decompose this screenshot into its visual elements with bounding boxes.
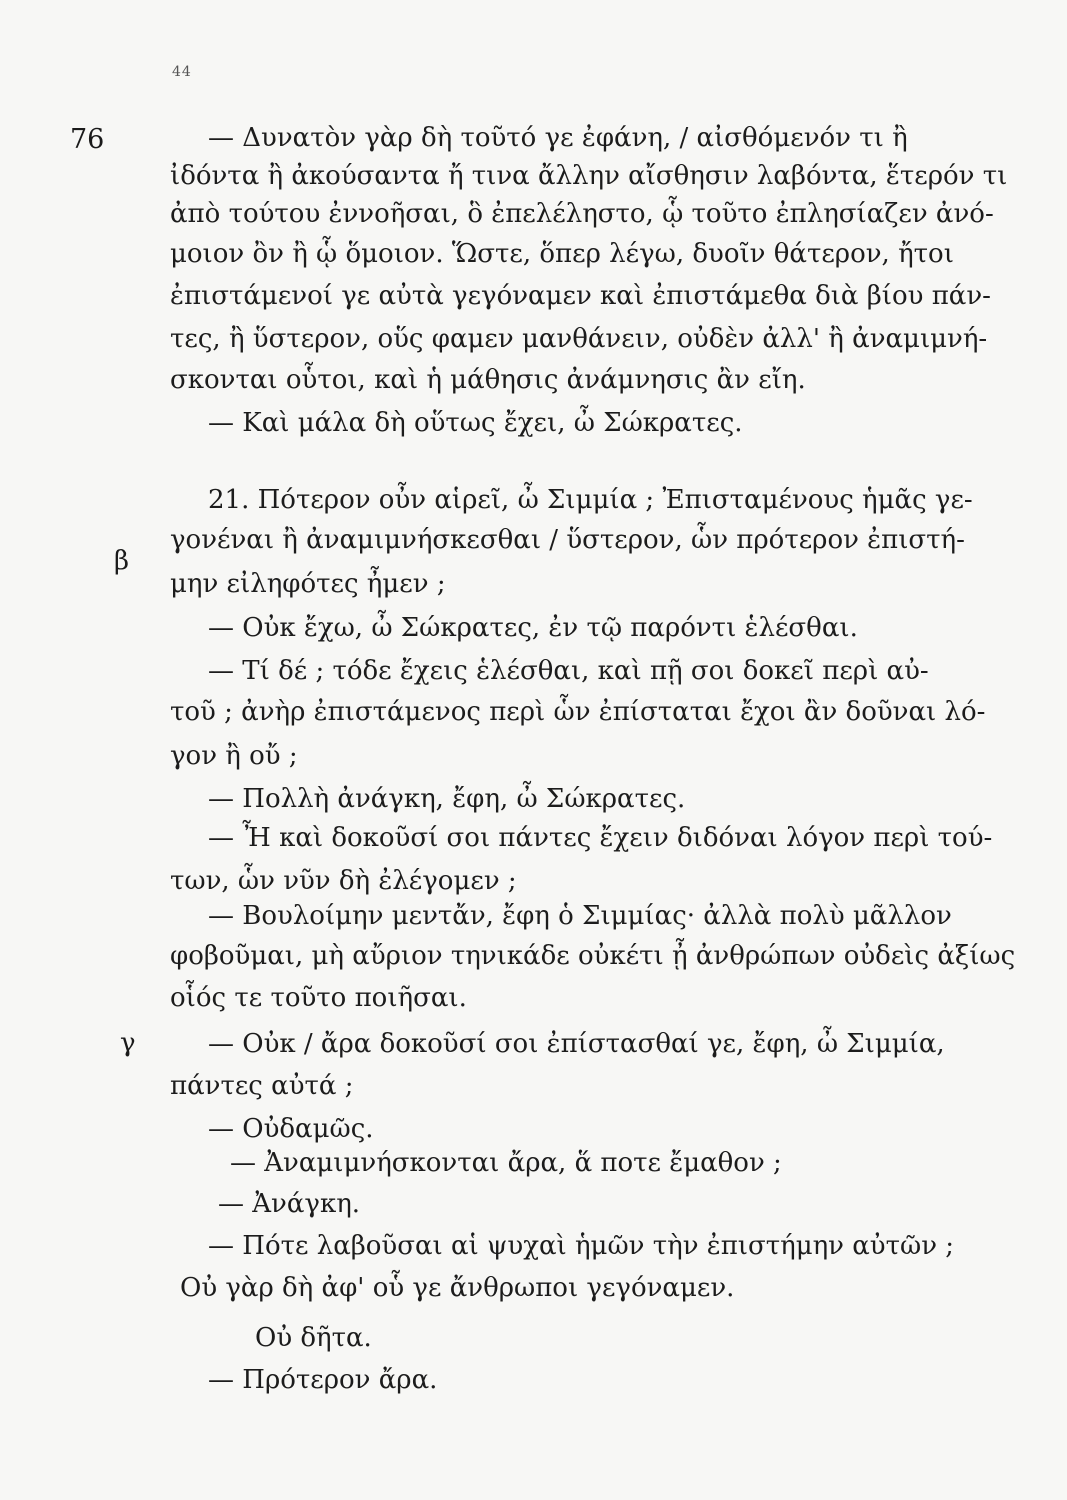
text-line: οἷός τε τοῦτο ποιῆσαι. (170, 983, 467, 1013)
text-line: γον ἢ οὔ ; (170, 741, 298, 771)
text-line: τοῦ ; ἀνὴρ ἐπιστάμενος περὶ ὧν ἐπίσταται ἔχοι ἂν δοῦναι λό- (170, 697, 986, 727)
text-line: — Βουλοίμην μεντἄν, ἔφη ὁ Σιμμίας· ἀλλὰ πολὺ μᾶλλον (208, 901, 952, 931)
text-line: γονέναι ἢ ἀναμιμνήσκεσθαι / ὕστερον, ὧν πρότερον ἐπιστή- (170, 525, 965, 555)
text-line: Οὐ δῆτα. (255, 1323, 372, 1353)
text-line: μην εἰληφότες ἦμεν ; (170, 569, 446, 599)
text-line: — Ἀνάγκη. (218, 1189, 361, 1219)
section-marker-b: β (114, 546, 130, 576)
text-line: — Δυνατὸν γὰρ δὴ τοῦτό γε ἐφάνη, / αἰσθόμενόν τι ἢ (208, 123, 908, 153)
text-line: ἐπιστάμενοί γε αὐτὰ γεγόναμεν καὶ ἐπιστάμεθα διὰ βίου πάν- (170, 281, 991, 311)
text-line: ἀπὸ τούτου ἐννοῆσαι, ὃ ἐπελέληστο, ᾧ τοῦτο ἐπλησίαζεν ἀνό- (170, 199, 994, 229)
text-line: — Οὐδαμῶς. (208, 1114, 374, 1144)
text-line: σκονται οὗτοι, καὶ ἡ μάθησις ἀνάμνησις ἂν εἴη. (170, 365, 806, 395)
text-line: Οὐ γὰρ δὴ ἀφ' οὗ γε ἄνθρωποι γεγόναμεν. (180, 1273, 735, 1303)
text-line: μοιον ὂν ἢ ᾧ ὅμοιον. Ὥστε, ὅπερ λέγω, δυοῖν θάτερον, ἤτοι (170, 239, 954, 269)
text-line: πάντες αὐτά ; (170, 1071, 354, 1101)
text-line: φοβοῦμαι, μὴ αὔριον τηνικάδε οὐκέτι ᾖ ἀνθρώπων οὐδεὶς ἀξίως (170, 941, 1016, 971)
text-line: — Ἦ καὶ δοκοῦσί σοι πάντες ἔχειν διδόναι λόγον περὶ τού- (208, 823, 993, 853)
text-line: 21. Πότερον οὖν αἱρεῖ, ὦ Σιμμία ; Ἐπισταμένους ἡμᾶς γε- (208, 485, 973, 515)
stephanus-number: 76 (70, 124, 105, 155)
text-line: — Τί δέ ; τόδε ἔχεις ἑλέσθαι, καὶ πῇ σοι δοκεῖ περὶ αὐ- (208, 656, 929, 686)
text-line: — Ἀναμιμνήσκονται ἄρα, ἅ ποτε ἔμαθον ; (230, 1148, 782, 1178)
page-number: 44 (172, 64, 192, 80)
text-line: των, ὧν νῦν δὴ ἐλέγομεν ; (170, 866, 517, 896)
text-line: ἰδόντα ἢ ἀκούσαντα ἤ τινα ἄλλην αἴσθησιν λαβόντα, ἕτερόν τι (170, 161, 1008, 191)
text-line: — Πολλὴ ἀνάγκη, ἔφη, ὦ Σώκρατες. (208, 784, 686, 814)
text-line: — Οὐκ / ἄρα δοκοῦσί σοι ἐπίστασθαί γε, ἔφη, ὦ Σιμμία, (208, 1029, 945, 1059)
text-line: τες, ἢ ὕστερον, οὕς φαμεν μανθάνειν, οὐδὲν ἀλλ' ἢ ἀναμιμνή- (170, 324, 988, 354)
section-marker-c: γ (120, 1028, 136, 1058)
text-line: — Πρότερον ἄρα. (208, 1365, 438, 1395)
text-line: — Καὶ μάλα δὴ οὕτως ἔχει, ὦ Σώκρατες. (208, 408, 743, 438)
text-line: — Πότε λαβοῦσαι αἱ ψυχαὶ ἡμῶν τὴν ἐπιστήμην αὐτῶν ; (208, 1231, 955, 1261)
text-line: — Οὐκ ἔχω, ὦ Σώκρατες, ἐν τῷ παρόντι ἑλέσθαι. (208, 613, 858, 643)
